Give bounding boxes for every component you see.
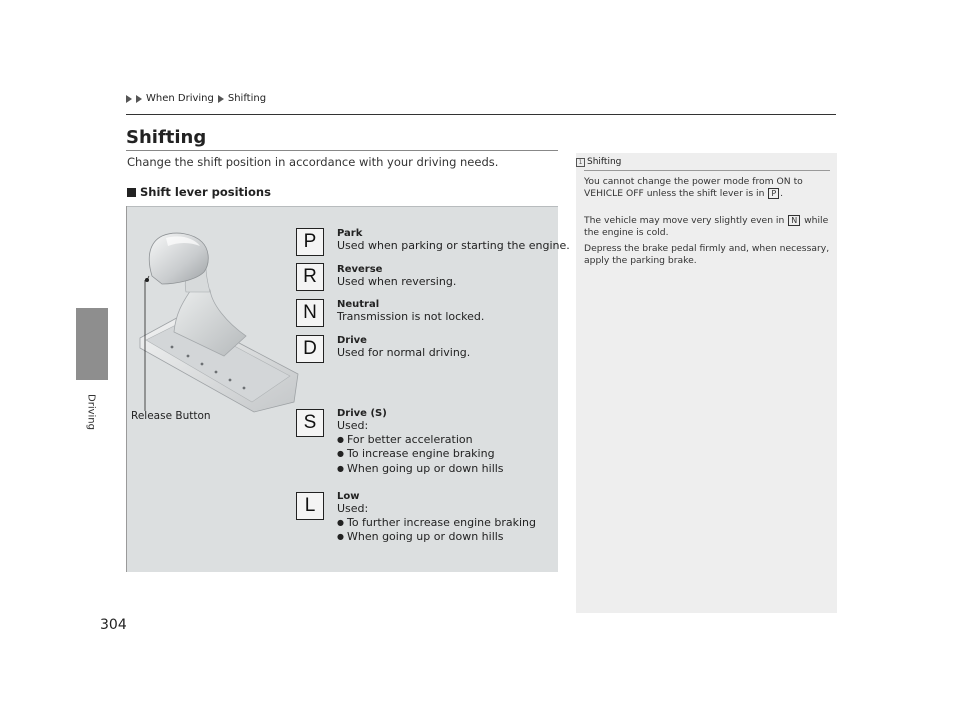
title-rule <box>126 150 558 151</box>
gear-r-title: Reverse <box>337 264 383 275</box>
breadcrumb-arrow-icon <box>218 95 224 103</box>
chapter-tab <box>76 308 108 380</box>
gate-mark <box>187 355 190 358</box>
key-p-icon: P <box>768 188 779 199</box>
gear-p-entry <box>337 228 570 253</box>
note-rule <box>584 170 830 171</box>
gear-l-icon: L <box>296 492 324 520</box>
breadcrumb-when-driving[interactable]: When Driving <box>146 93 214 104</box>
key-n-icon: N <box>788 215 800 226</box>
release-button-label: Release Button <box>131 410 211 422</box>
page-number: 304 <box>100 617 127 633</box>
gate-mark <box>229 379 232 382</box>
gear-n-desc: Transmission is not locked. <box>337 310 485 323</box>
gear-l-entry <box>337 491 536 545</box>
gear-s-bullet: ● For better acceleration <box>337 433 504 448</box>
gear-n-title: Neutral <box>337 299 380 310</box>
gear-r-icon: R <box>296 263 324 291</box>
gear-l-bullet: ● To further increase engine braking <box>337 516 536 531</box>
gear-d-entry <box>337 335 470 360</box>
gate-mark <box>201 363 204 366</box>
gear-l-title: Low <box>337 491 360 502</box>
gear-s-desc: Used: <box>337 419 369 432</box>
note-reference-icon: 1 <box>576 158 585 167</box>
gear-r-desc: Used when reversing. <box>337 275 457 288</box>
gear-r-entry <box>337 264 456 289</box>
gear-s-icon: S <box>296 409 324 437</box>
gear-n-icon: N <box>296 299 324 327</box>
gate-mark <box>171 346 174 349</box>
subheading-text: Shift lever positions <box>140 185 271 199</box>
gear-s-bullet: ● When going up or down hills <box>337 462 504 477</box>
breadcrumb <box>126 93 266 104</box>
gear-l-desc: Used: <box>337 502 369 515</box>
breadcrumb-arrow-icon <box>136 95 142 103</box>
note-paragraph-3: Depress the brake pedal firmly and, when necessary, apply the parking brake. <box>584 243 830 266</box>
gear-n-entry <box>337 299 484 324</box>
header-rule <box>126 114 836 115</box>
chapter-tab-label: Driving <box>85 394 97 430</box>
gear-l-bullet: ● When going up or down hills <box>337 530 536 545</box>
note-paragraph-1: You cannot change the power mode from ON to VEHICLE OFF unless the shift lever is in P . <box>584 176 803 199</box>
gear-d-icon: D <box>296 335 324 363</box>
square-bullet-icon <box>127 188 136 197</box>
breadcrumb-shifting[interactable]: Shifting <box>227 93 267 104</box>
breadcrumb-arrow-icon <box>126 95 132 103</box>
gear-s-bullet: ● To increase engine braking <box>337 447 504 462</box>
gear-s-title: Drive (S) <box>337 408 387 419</box>
note-heading <box>576 157 621 167</box>
gate-mark <box>215 371 218 374</box>
gear-p-title: Park <box>337 228 363 239</box>
intro-text: Change the shift position in accordance with your driving needs. <box>127 155 499 169</box>
subheading <box>127 185 271 199</box>
note-heading-text: Shifting <box>587 157 622 167</box>
gear-d-desc: Used for normal driving. <box>337 346 471 359</box>
gear-p-icon: P <box>296 228 324 256</box>
gate-mark <box>243 387 246 390</box>
gear-s-entry <box>337 408 504 476</box>
gear-d-title: Drive <box>337 335 367 346</box>
note-paragraph-2: The vehicle may move very slightly even in N while the engine is cold. <box>584 215 829 238</box>
page-title: Shifting <box>126 127 207 148</box>
gear-p-desc: Used when parking or starting the engine. <box>337 239 570 252</box>
